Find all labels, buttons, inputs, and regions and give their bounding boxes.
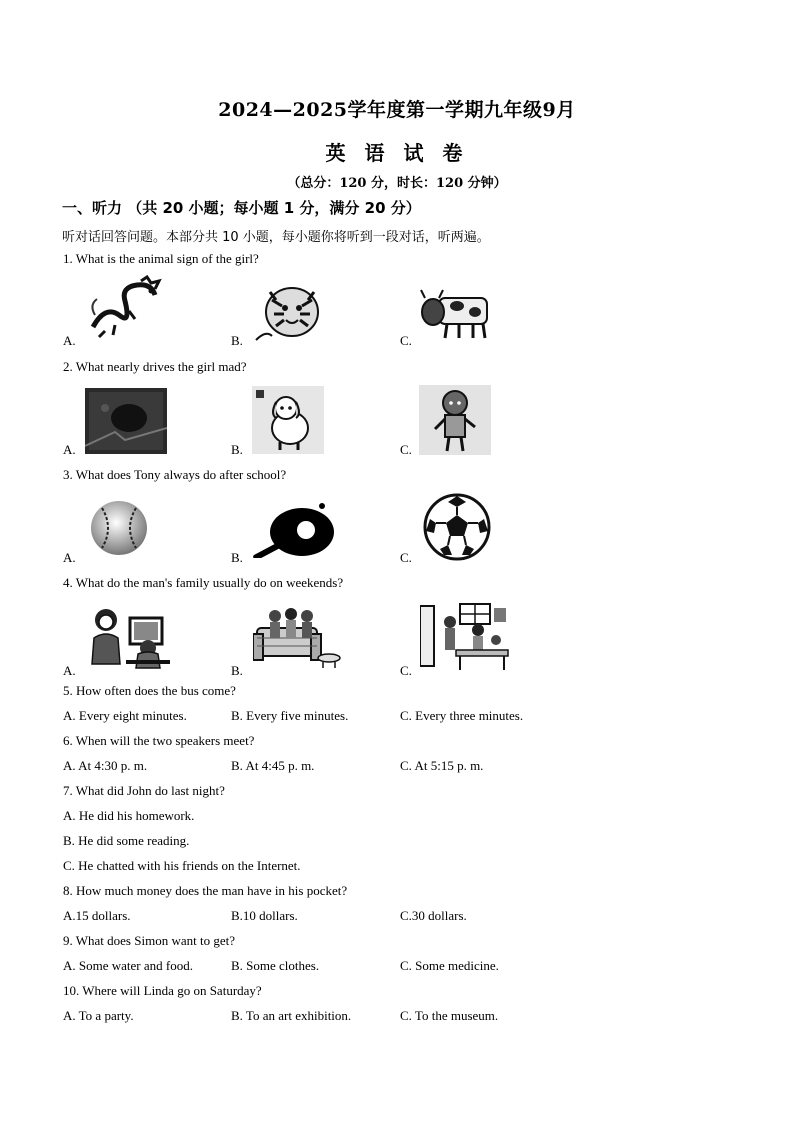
boy-picture bbox=[419, 385, 491, 455]
section-instruction: 听对话回答问题。本部分共 10 小题，每小题你将听到一段对话，听两遍。 bbox=[62, 230, 490, 245]
dog-picture bbox=[252, 386, 324, 454]
kitchen-family-picture bbox=[420, 600, 512, 672]
option-label-c: C. bbox=[400, 333, 412, 348]
option-c: C. He chatted with his friends on the Internet. bbox=[63, 858, 301, 873]
option-a: A. Some water and food. bbox=[63, 958, 193, 973]
option-a: A. Every eight minutes. bbox=[63, 708, 187, 723]
exam-title: 2024—2025学年度第一学期九年级9月 bbox=[218, 99, 576, 121]
option-b: B. He did some reading. bbox=[63, 833, 190, 848]
soccer-ball-picture bbox=[422, 493, 492, 561]
option-a: A.15 dollars. bbox=[63, 908, 131, 923]
option-a: A. He did his homework. bbox=[63, 808, 195, 823]
question-7: 7. What did John do last night? bbox=[63, 783, 225, 798]
question-2: 2. What nearly drives the girl mad? bbox=[63, 359, 247, 374]
option-b: B.10 dollars. bbox=[231, 908, 298, 923]
exam-subject: 英 语 试 卷 bbox=[325, 141, 469, 165]
option-c: C. At 5:15 p. m. bbox=[400, 758, 484, 773]
option-b: B. Some clothes. bbox=[231, 958, 320, 973]
option-label-c: C. bbox=[400, 663, 412, 678]
option-label-a: A. bbox=[63, 333, 76, 348]
option-label-c: C. bbox=[400, 442, 412, 457]
option-c: C. Some medicine. bbox=[400, 958, 499, 973]
option-c: C.30 dollars. bbox=[400, 908, 467, 923]
option-label-b: B. bbox=[231, 550, 243, 565]
question-3: 3. What does Tony always do after school? bbox=[63, 467, 287, 482]
question-9: 9. What does Simon want to get? bbox=[63, 933, 235, 948]
computer-family-picture bbox=[86, 604, 172, 670]
baseball-picture bbox=[88, 496, 150, 560]
option-label-b: B. bbox=[231, 442, 243, 457]
ox-picture bbox=[419, 282, 495, 344]
option-c: C. Every three minutes. bbox=[400, 708, 524, 723]
exam-info: （总分：120 分，时长：120 分钟） bbox=[287, 176, 507, 191]
dragon-picture bbox=[85, 275, 167, 341]
option-label-b: B. bbox=[231, 333, 243, 348]
question-1: 1. What is the animal sign of the girl? bbox=[63, 251, 259, 266]
option-label-c: C. bbox=[400, 550, 412, 565]
question-4: 4. What do the man's family usually do on weekends? bbox=[63, 575, 344, 590]
question-6: 6. When will the two speakers meet? bbox=[63, 733, 255, 748]
option-label-a: A. bbox=[63, 550, 76, 565]
dark-scene-picture bbox=[85, 388, 167, 454]
option-label-b: B. bbox=[231, 663, 243, 678]
sofa-family-picture bbox=[253, 604, 341, 670]
option-a: A. At 4:30 p. m. bbox=[63, 758, 148, 773]
tiger-picture bbox=[252, 280, 334, 344]
option-b: B. Every five minutes. bbox=[231, 708, 349, 723]
ping-pong-paddle-picture bbox=[252, 500, 338, 558]
option-b: B. To an art exhibition. bbox=[231, 1008, 352, 1023]
question-5: 5. How often does the bus come? bbox=[63, 683, 236, 698]
question-10: 10. Where will Linda go on Saturday? bbox=[63, 983, 262, 998]
question-8: 8. How much money does the man have in his pocket? bbox=[63, 883, 348, 898]
option-label-a: A. bbox=[63, 442, 76, 457]
option-b: B. At 4:45 p. m. bbox=[231, 758, 315, 773]
section-title: 一、听力 （共 20 小题；每小题 1 分，满分 20 分） bbox=[62, 199, 421, 217]
option-c: C. To the museum. bbox=[400, 1008, 499, 1023]
option-a: A. To a party. bbox=[63, 1008, 134, 1023]
option-label-a: A. bbox=[63, 663, 76, 678]
